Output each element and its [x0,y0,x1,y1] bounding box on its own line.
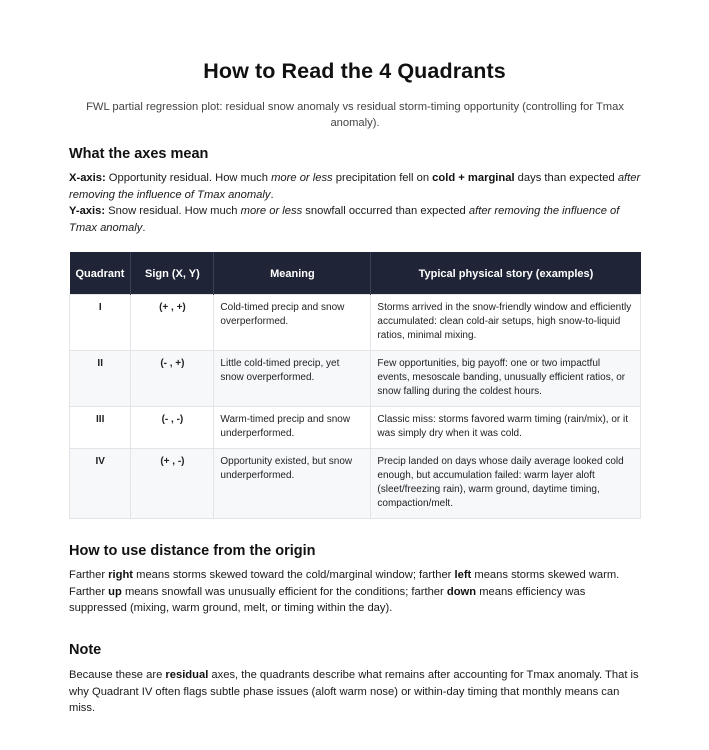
distance-description [69,567,641,617]
note-description [69,667,641,717]
cell-story: Classic miss: storms favored warm timing (rain/mix), or it was simply dry when it was cold. [371,407,641,449]
table-row [70,295,641,351]
distance-heading: How to use distance from the origin [69,543,316,559]
x-axis-text: precipitation fell on [332,172,433,184]
distance-text: means storms skewed warm. Farther [69,569,620,598]
y-axis-emphasis: more or less [240,205,303,217]
page-title: How to Read the 4 Quadrants [203,59,506,83]
y-axis-text: snowfall occurred than expected [302,205,469,217]
page-subtitle: FWL partial regression plot: residual snow anomaly vs residual storm-timing opportunity (controlling for Tmax anomaly). [86,101,624,129]
cell-quadrant: I [70,295,131,351]
cell-sign: (+ , +) [131,295,214,351]
cell-story: Few opportunities, big payoff: one or two impactful events, mesoscale banding, unusually efficient ratios, or snow falling during the coldest hours. [371,351,641,407]
cell-quadrant: IV [70,449,131,519]
table-row [70,351,641,407]
y-axis-label: Y-axis: [69,205,106,217]
x-axis-text: . [270,188,274,201]
distance-text: means storms skewed toward the cold/marginal window; farther [133,569,455,581]
cell-sign: (+ , -) [131,449,214,519]
distance-bold: down [446,585,477,598]
distance-bold: up [108,585,122,598]
x-axis-text: Opportunity residual. How much [105,172,272,184]
x-axis-emphasis: after removing the influence of Tmax anomaly [69,172,641,201]
distance-bold: right [108,569,134,581]
axes-heading: What the axes mean [69,146,209,162]
quadrant-table [69,252,641,519]
cell-sign: (- , +) [131,351,214,407]
header-meaning: Meaning [214,252,371,295]
note-text: axes, the quadrants describe what remains after accounting for Tmax anomaly. That is why Quadrant IV often flags subtle phase issues (aloft warm nose) or within-day timing that monthly means can miss. [69,669,639,714]
distance-text: means efficiency was suppressed (mixing, warm ground, melt, or timing within the day). [69,585,586,614]
x-axis-text: days than expected [514,172,618,184]
distance-text: Farther [69,569,109,581]
cell-meaning: Little cold-timed precip, yet snow overperformed. [214,351,371,407]
x-axis-emphasis: more or less [271,172,333,184]
note-heading: Note [69,642,102,658]
header-story: Typical physical story (examples) [371,252,641,295]
table-row [70,449,641,519]
cell-sign: (- , -) [131,407,214,449]
y-axis-text: . [142,221,146,234]
cell-quadrant: III [70,407,131,449]
distance-text: means snowfall was unusually efficient for the conditions; farther [121,585,447,598]
note-bold: residual [165,669,209,681]
x-axis-bold: cold + marginal [432,172,515,184]
cell-meaning: Warm-timed precip and snow underperformed. [214,407,371,449]
cell-quadrant: II [70,351,131,407]
header-quadrant: Quadrant [70,252,131,295]
x-axis-label: X-axis: [69,172,106,184]
y-axis-description [69,203,641,236]
cell-story: Precip landed on days whose daily average looked cold enough, but accumulation failed: warm layer aloft (sleet/freezing rain), warm ground, daytime timing, compaction/melt. [371,449,641,519]
header-sign: Sign (X, Y) [131,252,214,295]
distance-bold: left [454,569,472,581]
table-header-row [70,252,641,295]
y-axis-text: Snow residual. How much [105,205,241,217]
y-axis-emphasis: after removing the influence of Tmax anomaly [69,205,620,234]
cell-story: Storms arrived in the snow-friendly window and efficiently accumulated: clean cold-air setups, high snow-to-liquid ratios, minimal mixing. [371,295,641,351]
axes-description [69,170,641,236]
cell-meaning: Cold-timed precip and snow overperformed. [214,295,371,351]
note-text: Because these are [69,669,166,681]
cell-meaning: Opportunity existed, but snow underperformed. [214,449,371,519]
x-axis-description [69,170,641,203]
table-row [70,407,641,449]
